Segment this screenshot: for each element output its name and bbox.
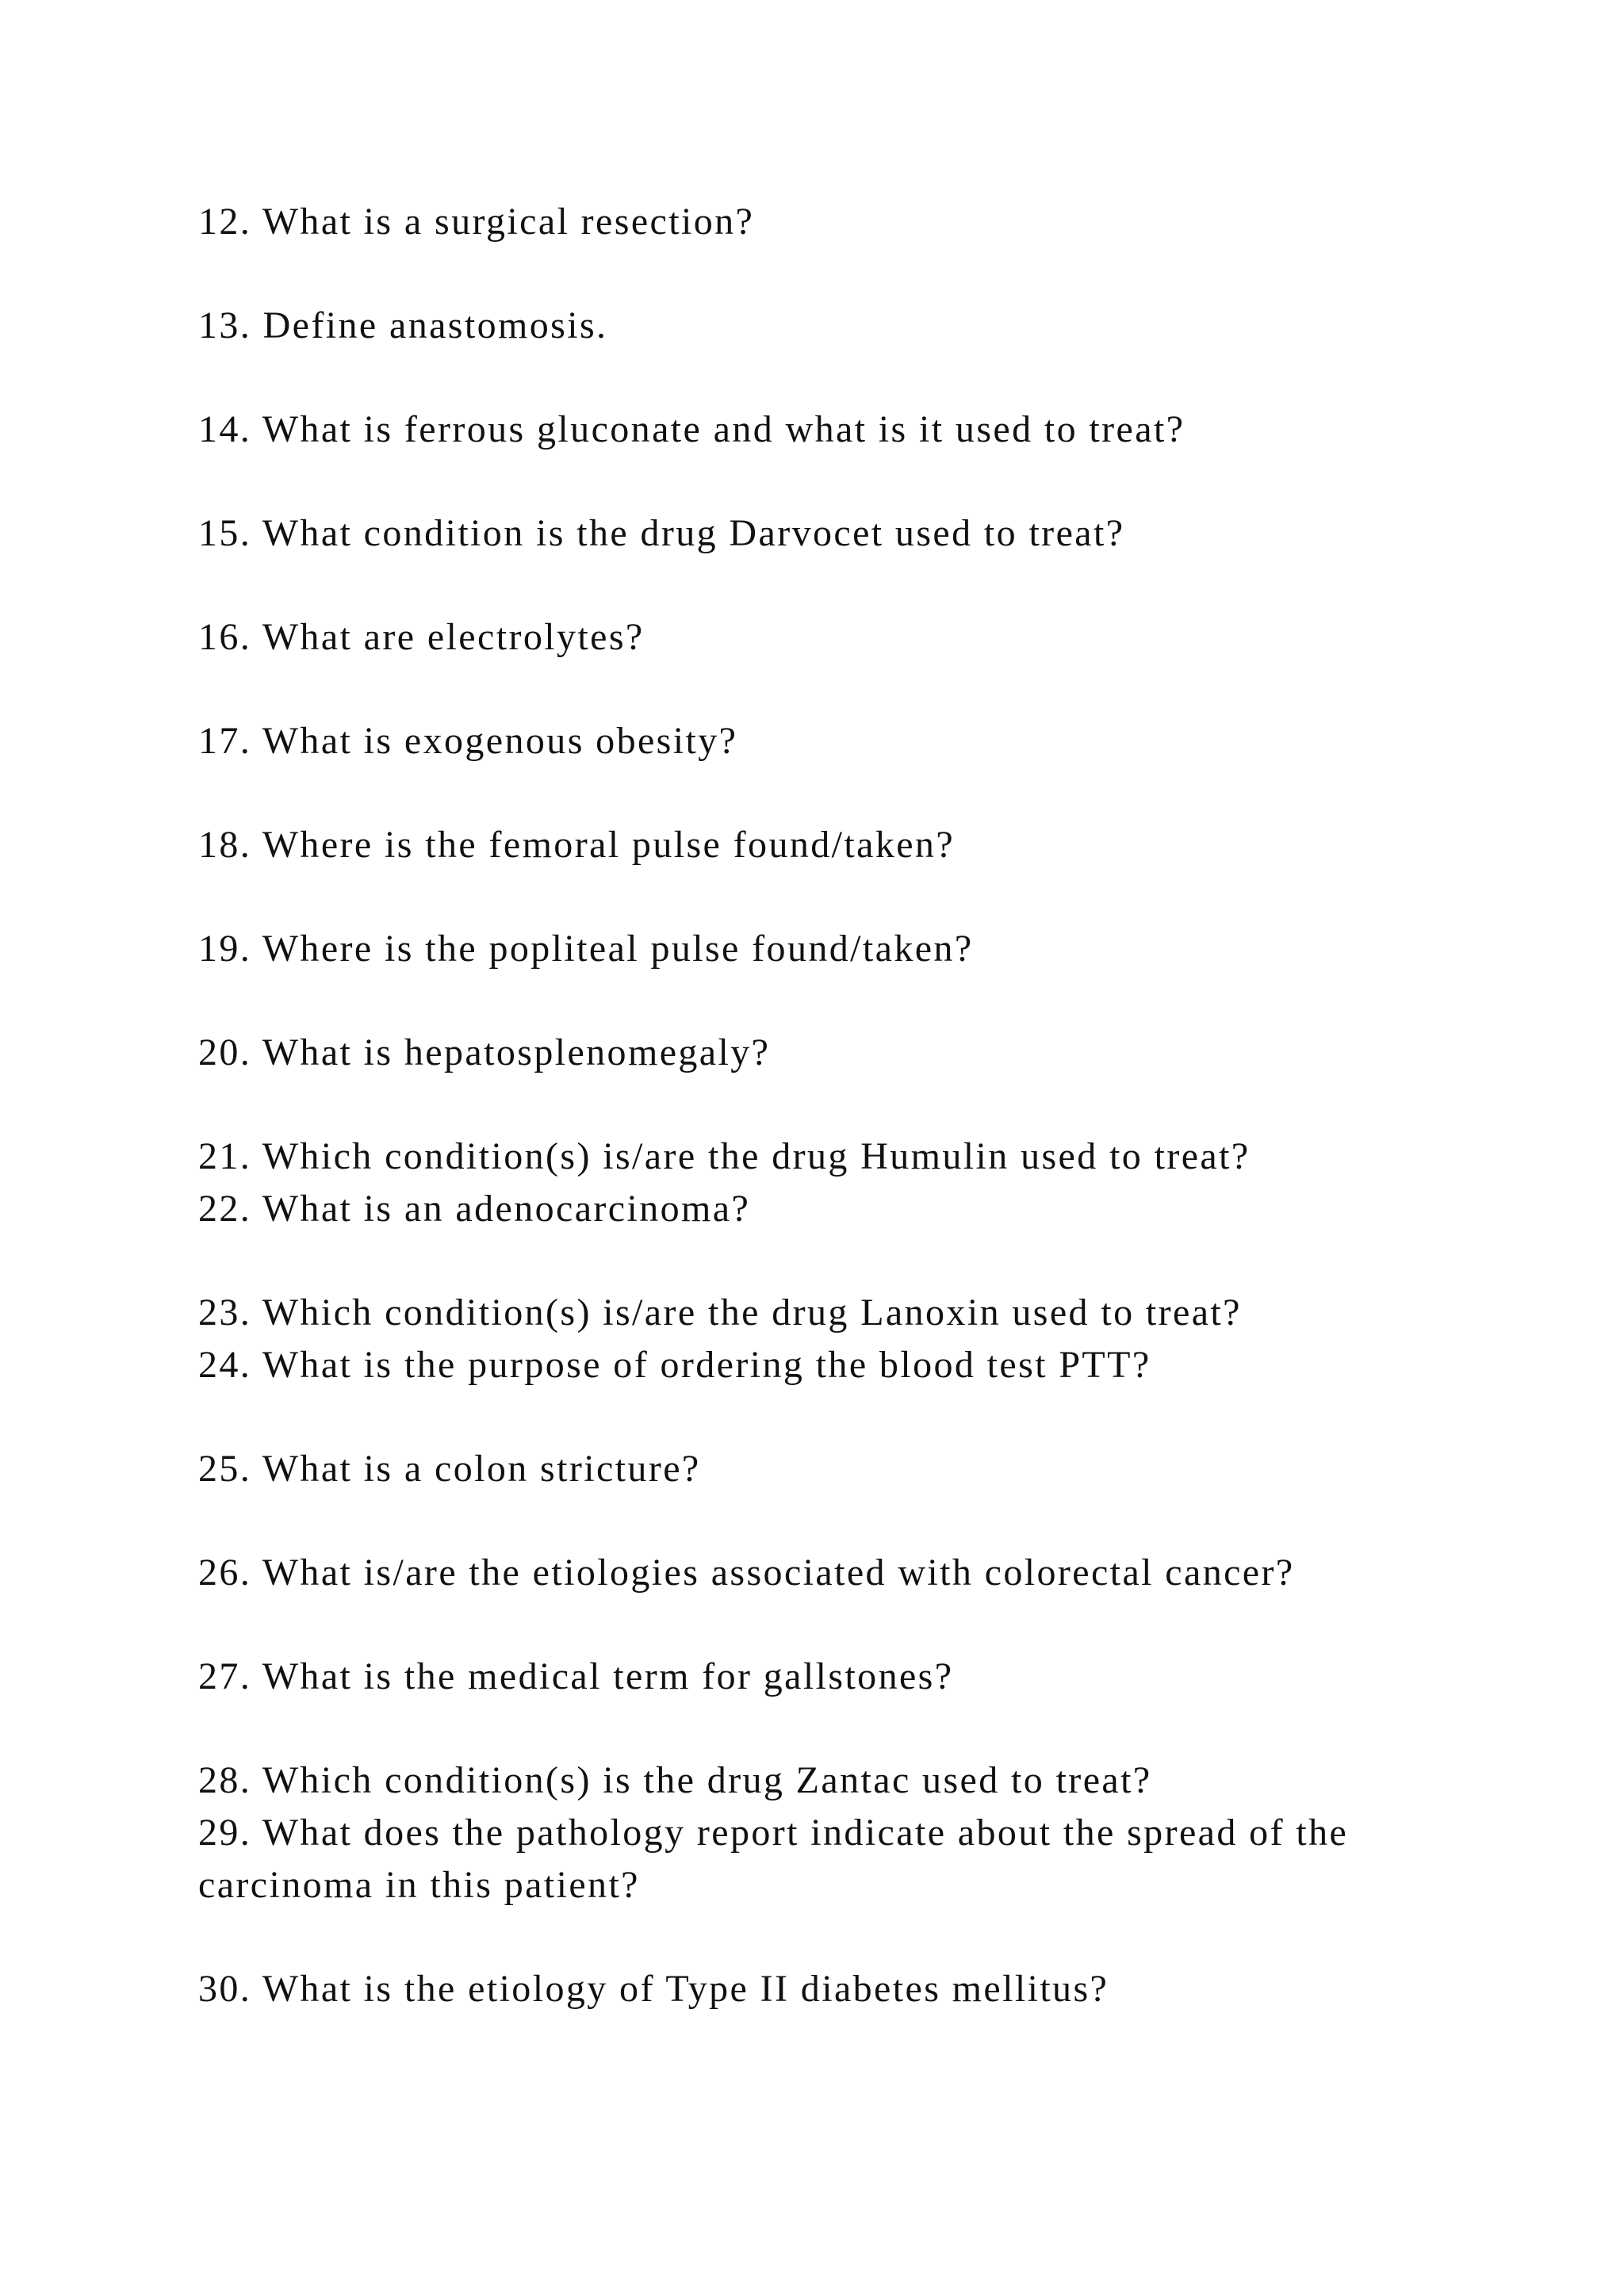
question-24: 24. What is the purpose of ordering the blood test PTT? bbox=[198, 1344, 1151, 1386]
question-20: 20. What is hepatosplenomegaly? bbox=[198, 1031, 771, 1073]
question-28: 28. Which condition(s) is the drug Zantac used to treat? bbox=[198, 1759, 1152, 1801]
question-25: 25. What is a colon stricture? bbox=[198, 1448, 701, 1490]
question-13: 13. Define anastomosis. bbox=[198, 304, 608, 346]
question-30: 30. What is the etiology of Type II diabetes mellitus? bbox=[198, 1968, 1109, 2010]
question-19: 19. Where is the popliteal pulse found/taken? bbox=[198, 928, 974, 970]
question-26: 26. What is/are the etiologies associated with colorectal cancer? bbox=[198, 1552, 1295, 1594]
question-22: 22. What is an adenocarcinoma? bbox=[198, 1188, 751, 1230]
question-16: 16. What are electrolytes? bbox=[198, 616, 645, 658]
question-29: 29. What does the pathology report indicate about the spread of the carcinoma in this patient? bbox=[198, 1812, 1349, 1906]
question-23: 23. Which condition(s) is/are the drug Lanoxin used to treat? bbox=[198, 1292, 1242, 1334]
question-17: 17. What is exogenous obesity? bbox=[198, 720, 738, 762]
question-27: 27. What is the medical term for gallstones? bbox=[198, 1655, 954, 1697]
question-18: 18. Where is the femoral pulse found/taken? bbox=[198, 824, 956, 866]
question-15: 15. What condition is the drug Darvocet used to treat? bbox=[198, 512, 1125, 554]
question-21: 21. Which condition(s) is/are the drug Humulin used to treat? bbox=[198, 1135, 1251, 1177]
question-14: 14. What is ferrous gluconate and what is it used to treat? bbox=[198, 408, 1185, 450]
question-12: 12. What is a surgical resection? bbox=[198, 201, 755, 243]
